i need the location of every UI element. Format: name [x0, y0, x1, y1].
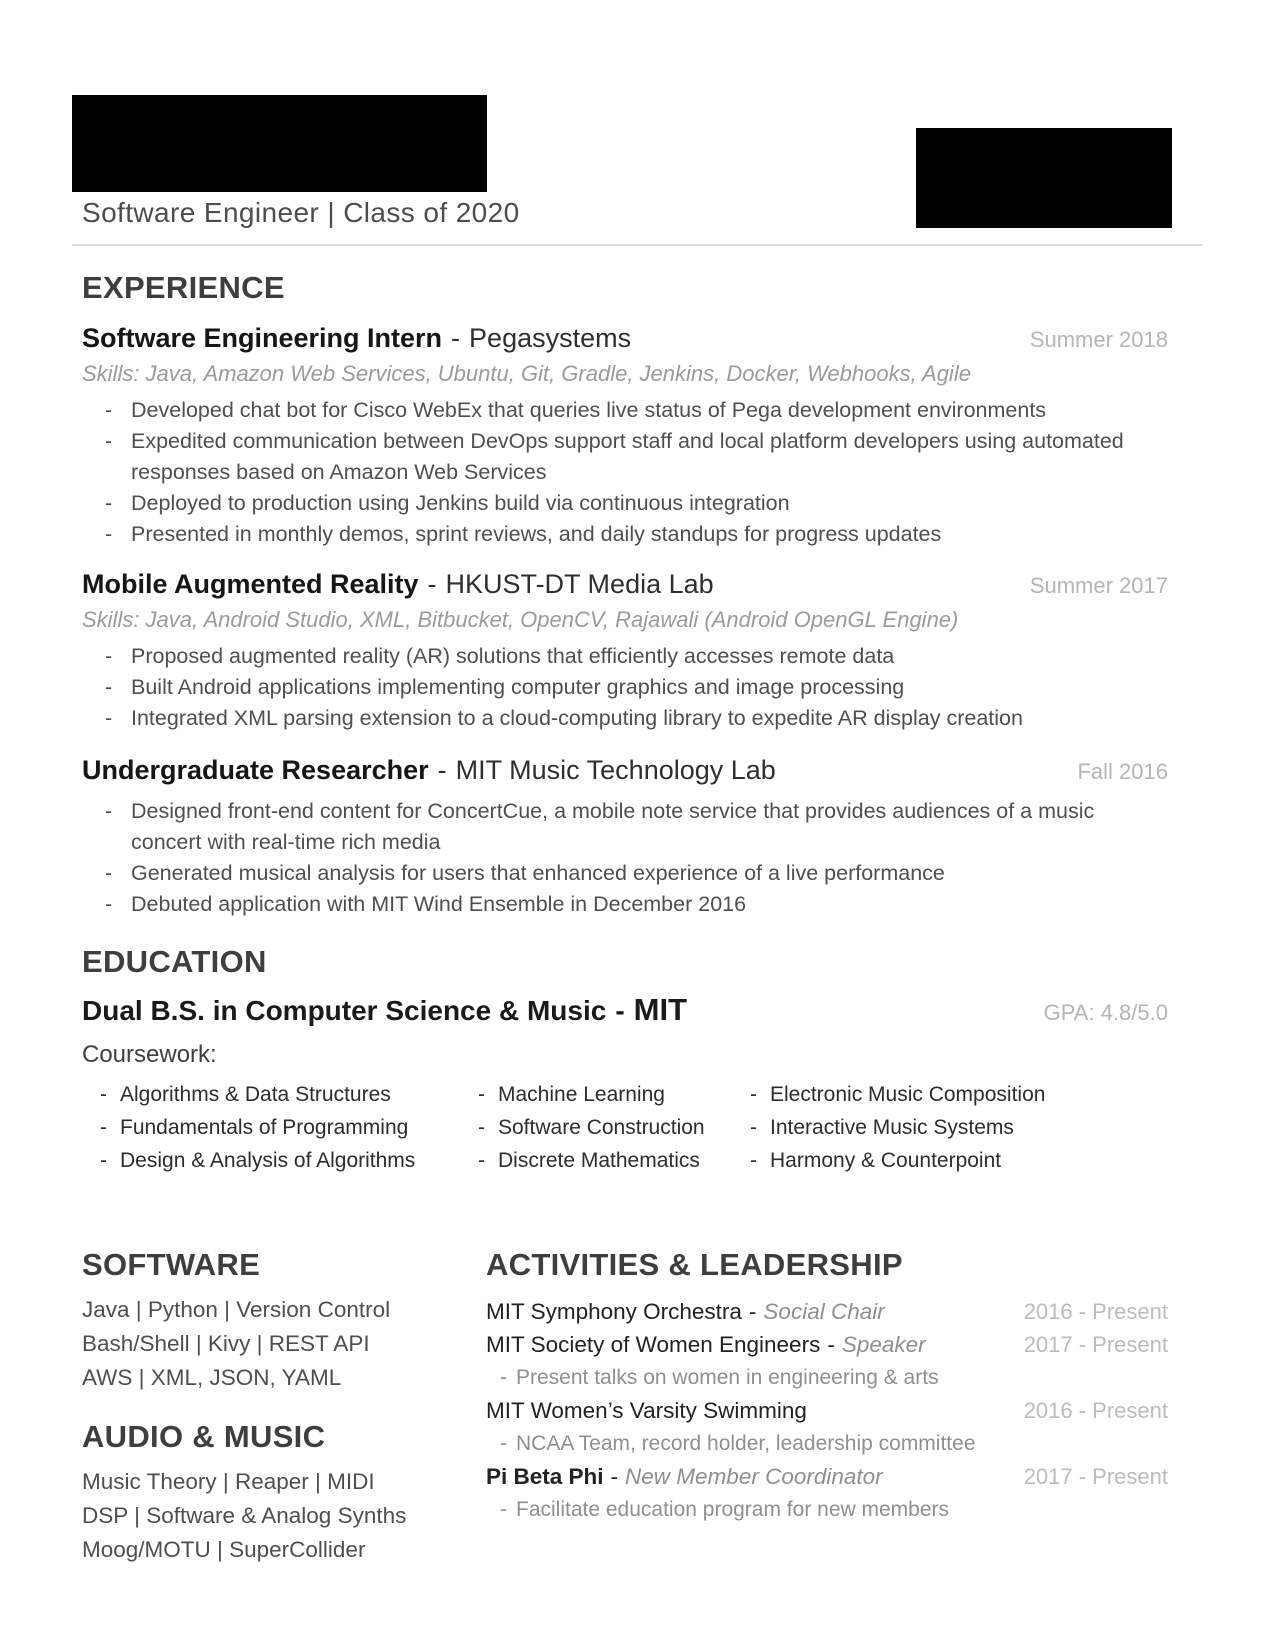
course-text: Software Construction	[498, 1116, 705, 1139]
activities-list	[486, 1295, 1168, 1526]
activity-detail-text: Facilitate education program for new members	[516, 1498, 950, 1521]
course-text: Fundamentals of Programming	[120, 1116, 409, 1139]
software-heading: SOFTWARE	[82, 1247, 261, 1282]
bullet-text: Designed front-end content for ConcertCue, a mobile note service that provides audiences of a music concert with real-time rich media	[131, 799, 1095, 854]
activity-detail	[486, 1493, 1168, 1526]
bullet-item	[105, 703, 1168, 734]
experience-heading: EXPERIENCE	[82, 270, 285, 305]
course-item	[750, 1144, 1168, 1177]
bullet-item	[105, 488, 1168, 519]
bullet-dash: -	[100, 1149, 107, 1172]
resume-content	[82, 196, 1168, 1567]
title-separator: -	[427, 569, 437, 599]
course-item	[100, 1111, 478, 1144]
bullet-dash: -	[105, 861, 113, 885]
bullet-dash: -	[500, 1498, 507, 1521]
bullet-item	[105, 858, 1168, 889]
course-item	[100, 1144, 478, 1177]
software-line: AWS | XML, JSON, YAML	[82, 1365, 342, 1390]
activity-detail-text: Present talks on women in engineering & arts	[516, 1366, 939, 1389]
activity-row	[486, 1295, 1168, 1328]
activity-role: New Member Coordinator	[625, 1464, 883, 1489]
bullet-dash: -	[105, 398, 113, 422]
bottom-columns	[82, 1247, 1168, 1567]
course-item	[478, 1078, 750, 1111]
job-title: Mobile Augmented Reality	[82, 569, 419, 599]
course-item	[100, 1078, 478, 1111]
software-line: Bash/Shell | Kivy | REST API	[82, 1331, 370, 1356]
header-divider	[72, 244, 1203, 246]
course-item	[750, 1111, 1168, 1144]
degree-title: Dual B.S. in Computer Science & Music	[82, 995, 607, 1026]
job-title: Software Engineering Intern	[82, 323, 443, 353]
course-text: Discrete Mathematics	[498, 1149, 700, 1172]
course-item	[478, 1144, 750, 1177]
audio-line: DSP | Software & Analog Synths	[82, 1503, 407, 1528]
activity-name: Pi Beta Phi	[486, 1464, 604, 1489]
bullet-text: Presented in monthly demos, sprint reviews, and daily standups for progress updates	[131, 522, 942, 546]
bullet-dash: -	[105, 892, 113, 916]
activity-detail	[486, 1427, 1168, 1460]
job-header	[82, 320, 1168, 356]
bullet-dash: -	[105, 675, 113, 699]
course-item	[750, 1078, 1168, 1111]
bullet-dash: -	[100, 1083, 107, 1106]
audio-music-heading: AUDIO & MUSIC	[82, 1419, 326, 1454]
activities-column	[486, 1247, 1168, 1567]
bullet-dash: -	[105, 706, 113, 730]
course-text: Algorithms & Data Structures	[120, 1083, 391, 1106]
bullet-item	[105, 641, 1168, 672]
activity-row	[486, 1328, 1168, 1361]
bullet-dash: -	[500, 1366, 507, 1389]
activity-separator: -	[610, 1464, 619, 1489]
activity-name: MIT Society of Women Engineers	[486, 1332, 821, 1357]
activity-role: Speaker	[841, 1332, 926, 1357]
bullet-item	[105, 519, 1168, 550]
course-text: Interactive Music Systems	[770, 1116, 1014, 1139]
course-text: Harmony & Counterpoint	[770, 1149, 1002, 1172]
bullet-dash: -	[500, 1432, 507, 1455]
bullet-item	[105, 672, 1168, 703]
audio-music-list	[82, 1465, 486, 1567]
job-bullets	[82, 641, 1168, 734]
bullet-dash: -	[105, 644, 113, 668]
activity-name: MIT Women’s Varsity Swimming	[486, 1398, 807, 1423]
activity-date: 2017 - Present	[1023, 1332, 1168, 1357]
education-heading: EDUCATION	[82, 944, 267, 979]
activities-heading: ACTIVITIES & LEADERSHIP	[486, 1247, 903, 1282]
activity-detail	[486, 1361, 1168, 1394]
bullet-item	[105, 889, 1168, 920]
degree-separator: -	[615, 995, 625, 1026]
activity-date: 2016 - Present	[1023, 1299, 1168, 1324]
bullet-text: Built Android applications implementing computer graphics and image processing	[131, 675, 905, 699]
bullet-dash: -	[105, 799, 113, 823]
gpa-value: GPA: 4.8/5.0	[1043, 1000, 1168, 1025]
bullet-dash: -	[478, 1149, 485, 1172]
course-text: Machine Learning	[498, 1083, 665, 1106]
skills-column	[82, 1247, 486, 1567]
audio-line: Moog/MOTU | SuperCollider	[82, 1537, 366, 1562]
job-title: Undergraduate Researcher	[82, 755, 429, 785]
school-name: MIT	[633, 992, 688, 1027]
job-date: Summer 2018	[1029, 327, 1168, 352]
bullet-dash: -	[750, 1149, 757, 1172]
bullet-dash: -	[478, 1116, 485, 1139]
course-item	[478, 1111, 750, 1144]
activity-row	[486, 1460, 1168, 1493]
bullet-text: Debuted application with MIT Wind Ensemble in December 2016	[131, 892, 747, 916]
job-header	[82, 752, 1168, 788]
bullet-dash: -	[750, 1083, 757, 1106]
degree-row	[82, 992, 1168, 1030]
job-skills: Skills: Java, Android Studio, XML, Bitbucket, OpenCV, Rajawali (Android OpenGL Engine)	[82, 607, 959, 632]
course-text: Electronic Music Composition	[770, 1083, 1046, 1106]
job-organization: MIT Music Technology Lab	[455, 755, 776, 785]
bullet-dash: -	[105, 522, 113, 546]
header-subtitle: Software Engineer | Class of 2020	[82, 197, 520, 228]
activity-date: 2016 - Present	[1023, 1398, 1168, 1423]
coursework-label: Coursework:	[82, 1041, 217, 1068]
bullet-dash: -	[478, 1083, 485, 1106]
bullet-item	[105, 796, 1168, 858]
job-organization: Pegasystems	[469, 323, 632, 353]
bullet-text: Developed chat bot for Cisco WebEx that queries live status of Pega development environments	[131, 398, 1047, 422]
activity-separator: -	[748, 1299, 757, 1324]
activity-date: 2017 - Present	[1023, 1464, 1168, 1489]
software-line: Java | Python | Version Control	[82, 1297, 391, 1322]
coursework-grid	[82, 1078, 1168, 1177]
bullet-text: Generated musical analysis for users that enhanced experience of a live performance	[131, 861, 945, 885]
bullet-item	[105, 426, 1168, 488]
activity-detail-text: NCAA Team, record holder, leadership committee	[516, 1432, 976, 1455]
activity-role: Social Chair	[763, 1299, 885, 1324]
bullet-dash: -	[105, 491, 113, 515]
job-organization: HKUST-DT Media Lab	[445, 569, 714, 599]
audio-line: Music Theory | Reaper | MIDI	[82, 1469, 375, 1494]
job-date: Fall 2016	[1077, 759, 1168, 784]
activity-row	[486, 1394, 1168, 1427]
bullet-text: Proposed augmented reality (AR) solutions that efficiently accesses remote data	[131, 644, 895, 668]
bullet-dash: -	[105, 429, 113, 453]
job-date: Summer 2017	[1029, 573, 1168, 598]
course-text: Design & Analysis of Algorithms	[120, 1149, 416, 1172]
bullet-text: Deployed to production using Jenkins build via continuous integration	[131, 491, 790, 515]
job-bullets	[82, 796, 1168, 920]
job-bullets	[82, 395, 1168, 550]
job-skills: Skills: Java, Amazon Web Services, Ubuntu, Git, Gradle, Jenkins, Docker, Webhooks, Agile	[82, 361, 971, 386]
job-header	[82, 566, 1168, 602]
activity-separator: -	[827, 1332, 835, 1357]
redacted-name-block	[72, 95, 487, 192]
bullet-text: Integrated XML parsing extension to a cloud-computing library to expedite AR display creation	[131, 706, 1023, 730]
bullet-item	[105, 395, 1168, 426]
activity-name: MIT Symphony Orchestra	[486, 1299, 742, 1324]
title-separator: -	[437, 755, 447, 785]
bullet-dash: -	[100, 1116, 107, 1139]
bullet-dash: -	[750, 1116, 757, 1139]
title-separator: -	[451, 323, 461, 353]
software-list	[82, 1293, 486, 1395]
bullet-text: Expedited communication between DevOps support staff and local platform developers using automated responses based on Amazon Web Services	[131, 429, 1124, 484]
